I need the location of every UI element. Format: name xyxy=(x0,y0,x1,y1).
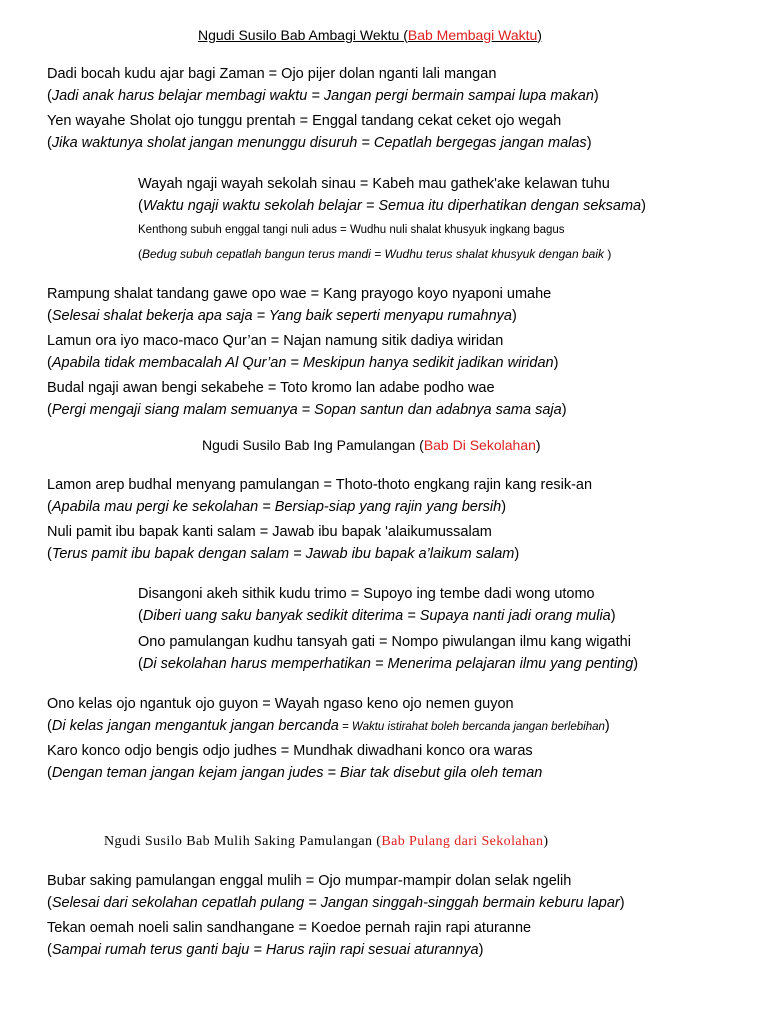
section-title-2: Ngudi Susilo Bab Ing Pamulangan (Bab Di Sekolahan) xyxy=(202,437,541,453)
translation-line: (Di kelas jangan mengantuk jangan bercanda = Waktu istirahat boleh bercanda jangan berlebihan) xyxy=(47,718,610,734)
translation-line: (Di sekolahan harus memperhatikan = Menerima pelajaran ilmu yang penting) xyxy=(138,656,639,672)
javanese-line: Dadi bocah kudu ajar bagi Zaman = Ojo pijer dolan nganti lali mangan xyxy=(47,66,497,82)
javanese-line: Yen wayahe Sholat ojo tunggu prentah = Enggal tandang cekat ceket ojo wegah xyxy=(47,113,562,129)
javanese-line: Nuli pamit ibu bapak kanti salam = Jawab ibu bapak 'alaikumussalam xyxy=(47,524,492,540)
translation-line: (Selesai shalat bekerja apa saja = Yang baik seperti menyapu rumahnya) xyxy=(47,308,517,324)
javanese-line: Karo konco odjo bengis odjo judhes = Mundhak diwadhani konco ora waras xyxy=(47,743,533,759)
section-title-1: Ngudi Susilo Bab Ambagi Wektu (Bab Membagi Waktu) xyxy=(198,27,542,43)
javanese-line: Rampung shalat tandang gawe opo wae = Kang prayogo koyo nyaponi umahe xyxy=(47,286,552,302)
translation-line: (Waktu ngaji waktu sekolah belajar = Semua itu diperhatikan dengan seksama) xyxy=(138,198,646,214)
javanese-line: Ono pamulangan kudhu tansyah gati = Nompo piwulangan ilmu kang wigathi xyxy=(138,634,631,650)
javanese-line: Bubar saking pamulangan enggal mulih = Ojo mumpar-mampir dolan selak ngelih xyxy=(47,873,572,889)
javanese-line: Disangoni akeh sithik kudu trimo = Supoyo ing tembe dadi wong utomo xyxy=(138,586,595,602)
javanese-line: Lamon arep budhal menyang pamulangan = Thoto-thoto engkang rajin kang resik-an xyxy=(47,477,593,493)
translation-line: (Pergi mengaji siang malam semuanya = Sopan santun dan adabnya sama saja) xyxy=(47,402,567,418)
translation-line: (Jadi anak harus belajar membagi waktu = Jangan pergi bermain sampai lupa makan) xyxy=(47,88,599,104)
javanese-line: Lamun ora iyo maco-maco Qur’an = Najan namung sitik dadiya wiridan xyxy=(47,333,504,349)
javanese-line: Kenthong subuh enggal tangi nuli adus = Wudhu nuli shalat khusyuk ingkang bagus xyxy=(138,224,565,236)
translation-line: (Sampai rumah terus ganti baju = Harus rajin rapi sesuai aturannya) xyxy=(47,942,484,958)
javanese-line: Tekan oemah noeli salin sandhangane = Koedoe pernah rajin rapi aturanne xyxy=(47,920,532,936)
translation-line: (Jika waktunya sholat jangan menunggu disuruh = Cepatlah bergegas jangan malas) xyxy=(47,135,592,151)
translation-line: (Dengan teman jangan kejam jangan judes = Biar tak disebut gila oleh teman xyxy=(47,765,543,781)
translation-line: (Diberi uang saku banyak sedikit diterima = Supaya nanti jadi orang mulia) xyxy=(138,608,616,624)
javanese-line: Budal ngaji awan bengi sekabehe = Toto kromo lan adabe podho wae xyxy=(47,380,495,396)
javanese-line: Wayah ngaji wayah sekolah sinau = Kabeh mau gathek'ake kelawan tuhu xyxy=(138,176,610,192)
translation-line: (Terus pamit ibu bapak dengan salam = Jawab ibu bapak a’laikum salam) xyxy=(47,546,520,562)
translation-line: (Bedug subuh cepatlah bangun terus mandi = Wudhu terus shalat khusyuk dengan baik ) xyxy=(138,247,612,261)
section-title-3: Ngudi Susilo Bab Mulih Saking Pamulangan (Bab Pulang dari Sekolahan) xyxy=(104,834,549,849)
javanese-line: Ono kelas ojo ngantuk ojo guyon = Wayah ngaso keno ojo nemen guyon xyxy=(47,696,514,712)
translation-line: (Apabila tidak membacalah Al Qur’an = Meskipun hanya sedikit jadikan wiridan) xyxy=(47,355,559,371)
translation-line: (Apabila mau pergi ke sekolahan = Bersiap-siap yang rajin yang bersih) xyxy=(47,499,507,515)
translation-line: (Selesai dari sekolahan cepatlah pulang = Jangan singgah-singgah bermain keburu lapar) xyxy=(47,895,625,911)
